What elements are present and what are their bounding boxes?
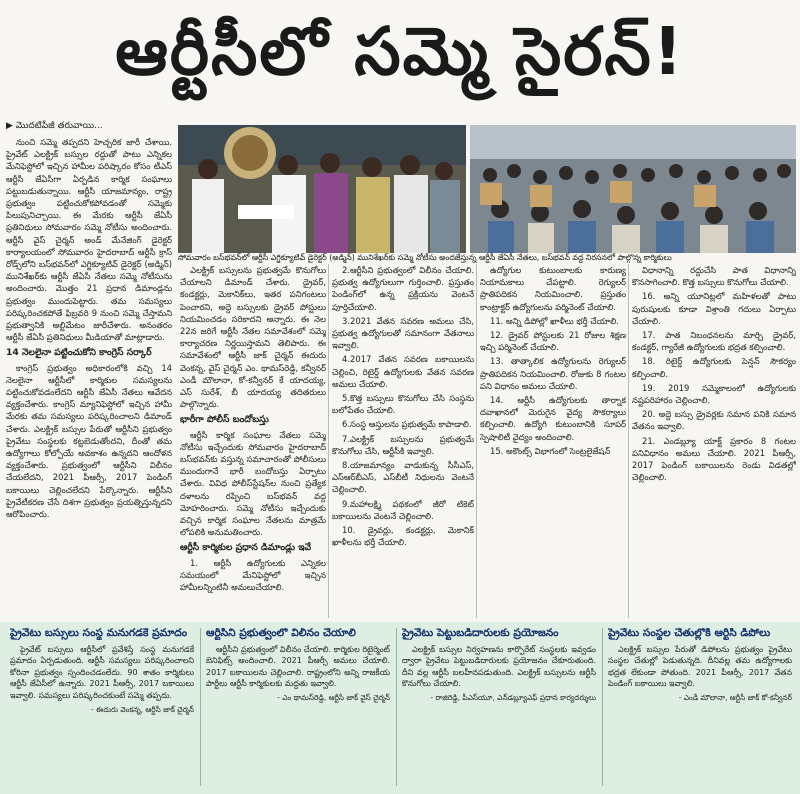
paragraph: ఆర్టీసీ కార్మిక సంఘాల నేతలు సమ్మె నోటీసు ఇచ్చేందుకు సోమవారం హైదరాబాద్ బస్‌భవన్‌కు వస్తున్న సమాచారంతో పోలీసులు ముందుగానే భారీ బందోబస్తు ఏర్పాటు చేశారు. వివిధ పోలీస్‌స్టేషన్‌ల నుంచి ప్రత్యేక దళాలను రప్పించి బస్‌భవన్ వద్ద మోహరించారు. సమ్మె నోటీసు ఇచ్చేందుకు వచ్చిన కార్మిక సంఘాల నేతలను మాత్రమే లోపలికి అనుమతించారు. — [180, 429, 326, 538]
photo-memorandum — [178, 125, 466, 253]
subheading: ఆర్టీసీ కార్మికుల ప్రధాన డిమాండ్లు ఇవే — [180, 542, 312, 554]
demand-item: 13. తాత్కాలిక ఉద్యోగులను రెగ్యులర్ ప్రాతిపదికన నియమించాలి. రోజుకు 8 గంటల పని విధానం అమలు చేయాలి. — [480, 356, 626, 391]
demand-item: 17. పాత నిబంధనలను మార్చి డ్రైవర్, కండక్టర్, గ్యారేజీ ఉద్యోగులకు భద్రత కల్పించాలి. — [632, 330, 796, 353]
demand-item: 12. డ్రైవర్ పోస్టులకు 21 రోజుల శిక్షణ ఇచ్చి పర్మినెంట్ చేయాలి. — [480, 330, 626, 353]
demand-item: 18. రిటైర్డ్ ఉద్యోగులకు పెన్షన్ సౌకర్యం కల్పించాలి. — [632, 356, 796, 379]
quote-signature: - ఎం థామస్‌రెడ్డి, ఆర్టీసీ జాక్ వైస్ చైర్మన్ — [277, 692, 390, 702]
photo-memorandum-illustration — [178, 125, 466, 253]
demand-item: విధానాన్ని రద్దుచేసి పాత విధానాన్ని కొనసాగించాలి. కొత్త బస్సులు కొనుగోలు చేయాలి. — [632, 265, 796, 288]
demand-item: 14. ఆర్టీసీ ఉద్యోగులకు తార్నాక దవాఖానలో మెరుగైన వైద్య సౌకర్యాలు కల్పించాలి. ఉద్యోగి కుటుంబానికి సూపర్ స్పెషాలిటీ వైద్యం అందించాలి. — [480, 395, 626, 442]
quote-divider — [200, 628, 201, 786]
demand-item: 15. అకౌంట్స్ విభాగంలో సెంట్రలైజేషన్ — [490, 445, 611, 456]
photo-protest-illustration — [470, 125, 796, 253]
subheading: భారీగా పోలీస్ బందోబస్తు — [180, 414, 269, 426]
paragraph: నుంచి సమ్మె తప్పదని హెచ్చరిక జారీ చేశాయి. ప్రైవేట్ ఎలక్ట్రిక్ బస్సుల రద్దుతో పాటు ఎన్నికల మేనిఫెస్టోలో ఇచ్చిన హామీల పరిష్కారం కోసం టీఎస్ ఆర్టీసీ జేఏసీగా ఏర్పడిన కార్మిక సంఘాలు పట్టుబడుతున్నాయి. ఆర్టీసీ యాజమాన్యం, రాష్ట్ర ప్రభుత్వం పట్టించుకోకపోవడంతో సమ్మెకు పిలుపునిచ్చాయి. ఈ మేరకు ఆర్టీసీ జేఏసీ ప్రతినిధులు సోమవారం సమ్మె నోటీసు అందించారు. ఆర్టీసీ వైస్ చైర్మన్ అండ్ మేనేజింగ్ డైరెక్టర్ కార్యాలయంలో సోమవారం హైదరాబాద్ ఆర్టీసీ క్రాస్ రోడ్స్‌లోని బస్‌భవన్‌లో ఎగ్జిక్యూటివ్ డైరెక్టర్ (అడ్మిన్) మునిశేఖర్‌కు ఆర్టీసీ జేఏసీ నేతలు సమ్మె నోటీసును అందించారు. మొత్తం 21 ప్రధాన డిమాండ్లను ప్రభుత్వం ముందుపెట్టారు. తమ సమస్యలు పరిష్కరించకపోతే ఫిబ్రవరి 9 నుంచి సమ్మె చేస్తామని ప్రభుత్వానికి అల్టిమేటం జారీచేశారు. అనంతరం ఆర్టీసీ జేఏసీ ప్రతినిధులు మీడియాతో మాట్లాడారు. — [6, 137, 172, 343]
continued-kicker: ▶ మొదటిపేజీ తరువాయి... — [6, 121, 103, 131]
quote-heading: ప్రైవేటు సంస్థల చేతుల్లోకి ఆర్టీసీ డిపోలు — [608, 628, 771, 639]
demand-item: 5.కొత్త బస్సులు కొనుగోలు చేసి సంస్థను బలోపేతం చేయాలి. — [332, 393, 474, 416]
quote-text: ప్రైవేట్ బస్సులు ఆర్టీసీలో ప్రవేశిస్తే సంస్థ మనుగడకే ప్రమాదం ఏర్పడుతుంది. ఆర్టీసీ సమస్యలు పరిష్కరించాలని కోరినా ప్రభుత్వం స్పందించడంలేదు. 90 శాతం కార్మికులు ఆర్టీసీ జేఏసీలో ఉన్నారు. 2021 పీఆర్సీ, 2017 బకాయిలు ఇవ్వాలి. సమస్యలు పరిష్కరించకుంటే సమ్మె తప్పదు. — [10, 644, 194, 700]
quote-signature: - రాజిరెడ్డి, పీఎస్‌యూ, ఎన్‌డబ్ల్యూఎఫ్ ప్రధాన కార్యదర్శులు — [430, 692, 596, 702]
quote-box — [10, 628, 194, 788]
demand-item: 10. డ్రైవర్లు, కండక్టర్లు, మెకానిక్ ఖాళీలను భర్తీ చేయాలి. — [332, 525, 474, 548]
quote-box — [402, 628, 596, 788]
demand-item: 20. అద్దె బస్సు డ్రైవర్లకు సమాన పనికి సమాన వేతనం ఇవ్వాలి. — [632, 409, 796, 432]
paragraph: 1. ఆర్టీసీ ఉద్యోగులకు ఎన్నికల సమయంలో మేనిఫెస్టోలో ఇచ్చిన హామీలన్నింటినీ అమలుచేయాలి. — [180, 557, 326, 593]
quote-signature: - ఈదురు వెంకన్న, ఆర్టీసీ జాక్ చైర్మన్ — [90, 704, 194, 714]
paragraph: ఎలక్ట్రిక్ బస్సులను ప్రభుత్వమే కొనుగోలు చేయాలని డిమాండ్ చేశారు. డ్రైవర్, కండక్టర్లు, మెకానిక్‌లు, ఇతర పనిగంటలు పెంచారని, అద్దె బస్సులకు డ్రైవర్ పోస్టులు నియమించడం సరికాదని అన్నారు. ఈ నెల 22న జరిగే ఆర్టీసీ నేతల సమావేశంలో సమ్మె కార్యాచరణ నిర్ణయిస్తామని తెలిపారు. ఈ సమావేశంలో ఆర్టీసీ జాక్ చైర్మన్ ఈదురు వెంకన్న, వైస్ చైర్మన్ ఎం. థామస్‌రెడ్డి, కన్వీనర్ ఎండీ మౌలానా, కో-కన్వీనర్ కే యాదయ్య, ఎస్ సురేశ్, బీ యాదయ్య తదితరులు పాల్గొన్నారు. — [180, 265, 326, 410]
photo-caption: సోమవారం బస్‌భవన్‌లో ఆర్టీసీ ఎగ్జిక్యూటివ్ డైరెక్టర్ (అడ్మిన్) మునిశేఖర్‌కు సమ్మె నోటీసు అందజేస్తున్న ఆర్టీసీ జేఏసీ నేతలు, బస్‌భవన్ వద్ద నిరసనలో పాల్గొన్న కార్మికులు — [178, 253, 672, 262]
article-column-5 — [632, 264, 796, 618]
demand-item: 2.ఆర్టీసీని ప్రభుత్వంలో విలీనం చేయాలి. ప్రభుత్వ ఉద్యోగులుగా గుర్తించాలి. ప్రస్తుతం పెండింగ్‌లో ఉన్న ప్రక్రియను వెంటనే పూర్తిచేయాలి. — [332, 265, 474, 312]
demand-item: ఉద్యోగుల కుటుంబాలకు కారుణ్య నియామకాలు చేపట్టాలి. రెగ్యులర్ ప్రాతిపదికన నియమించాలి. ప్రస్తుతం కాంట్రాక్టర్ ఉద్యోగులను పర్మినెంట్ చేయాలి. — [480, 265, 626, 312]
quote-heading: ప్రైవేటు బస్సులు సంస్థ మనుగడకే ప్రమాదం — [10, 628, 188, 639]
column-divider — [476, 264, 477, 618]
demand-item: 4.2017 వేతన సవరణ బకాయిలను చెల్లించి, రిటైర్డ్ ఉద్యోగులకు వేతన సవరణ అమలు చేయాలి. — [332, 354, 474, 389]
quote-box — [608, 628, 792, 788]
demand-item: 3.2021 వేతన సవరణ అమలు చేసి, ప్రభుత్వ ఉద్యోగులతో సమానంగా వేతనాలు ఇవ్వాలి. — [332, 315, 474, 351]
article-column-3 — [332, 264, 474, 618]
demand-item: 21. ఎండబ్ల్యూ యాక్ట్ ప్రకారం 8 గంటల పనివిధానం అమలు చేయాలి. 2021 పీఆర్సీ, 2017 పెండింగ్ బకాయిలను రెండు విడతల్లో చెల్లించాలి. — [632, 435, 796, 483]
quote-text: ఆర్టీసీని ప్రభుత్వంలో విలీనం చేయాలి. కార్మికుల రిటైర్మెంట్ బెనిఫిట్స్ అందించాలి. 2021 పీఆర్సీ అమలు చేయాలి. 2017 బకాయిలను చెల్లించాలి. రాష్ట్రంలోని అన్ని రాజకీయ పార్టీలు ఆర్టీసీ కార్మికులకు మద్దతు ఇవ్వాలి. — [206, 644, 390, 689]
headline: ఆర్టీసీలో సమ్మె సైరన్! — [115, 12, 685, 90]
demand-item: 7.ఎలక్ట్రిక్ బస్సులను ప్రభుత్వమే కొనుగోలు చేసి, ఆర్టీసీకి ఇవ్వాలి. — [332, 433, 474, 456]
quote-divider — [396, 628, 397, 786]
quote-box — [206, 628, 390, 788]
quote-signature: - ఎండీ మౌలానా, ఆర్టీసీ జాక్ కో-కన్వీనర్ — [678, 692, 792, 702]
photo-protest — [470, 125, 796, 253]
paragraph: కాంగ్రెస్ ప్రభుత్వం అధికారంలోకి వచ్చి 14 నెలలైనా ఆర్టీసీలో కార్మికుల సమస్యలను పట్టించుకోవడంలేదని ఆర్టీసీ జేఏసీ నేతలు ఆవేదన వ్యక్తంచేశారు. కాంగ్రెస్ మ్యానిఫెస్టోలో ఇచ్చిన హామీ మేరకు తమ సమస్యలు పరిష్కరించాలని డిమాండ్ చేశారు. ఎలక్ట్రిక్ బస్సుల పేరుతో ఆర్టీసీని ప్రభుత్వం ప్రైవేటు సంస్థలకు కట్టబెడుతోందని, దీంతో తమ ఉద్యోగాలు కోల్పోయే అవకాశం ఉన్నదని ఆందోళన వ్యక్తంచేశారు. ప్రభుత్వంలో ఆర్టీసీని విలీనం చేయలేదని, 2021 పీఆర్సీ, 2017 పెండింగ్ బకాయిలు చెల్లించలేదని పేర్కొన్నారు. ఆర్టీసీని ప్రైవేటీకరణ చేసే దిశగా ప్రభుత్వం ప్రయత్నిస్తున్నదని ఆరోపించారు. — [6, 362, 172, 520]
column-divider — [628, 264, 629, 618]
quote-text: ఎలక్ట్రిక్ బస్సుల నిర్వహణను కార్పొరేట్ సంస్థలకు ఇవ్వడం ద్వారా ప్రైవేటు పెట్టుబడిదారులకు ప్రయోజనం చేకూరుతుంది. దీని వల్ల ఆర్టీసీ బలహీనపడుతుంది. ఎలక్ట్రిక్ బస్సులను ఆర్టీసీ కొనుగోలు చేయాలి. — [402, 644, 596, 689]
demand-item: 11. అన్ని డిపోల్లో ఖాళీలు భర్తీ చేయాలి. — [490, 315, 619, 326]
demand-item: 16. అన్ని యూనిట్లలో మహిళలతో పాటు పురుషులకు కూడా విశ్రాంతి గదులు ఏర్పాటు చేయాలి. — [632, 291, 796, 326]
article-column-4 — [480, 264, 626, 618]
column-divider — [328, 264, 329, 618]
quote-divider — [602, 628, 603, 786]
demand-item: 9.మహాలక్ష్మి పథకంలో జీరో టికెట్ బకాయిలను వెంటనే చెల్లించాలి. — [332, 498, 474, 521]
demand-item: 19. 2019 సమ్మెకాలంలో ఉద్యోగులకు నష్టపరిహారం చెల్లించాలి. — [632, 382, 796, 406]
demand-item: 8.యాజమాన్యం వాడుకున్న సీసీఎస్, ఎస్‌ఆర్‌బీఎస్, ఎస్‌బీటీ నిధులను వెంటనే చెల్లించాలి. — [332, 460, 474, 495]
quote-heading: ప్రైవేటు పెట్టుబడిదారులకు ప్రయోజనం — [402, 628, 559, 639]
quote-text: ఎలక్ట్రిక్ బస్సుల పేరుతో డిపోలను ప్రభుత్వం ప్రైవేటు సంస్థల చేతుల్లో పెడుతున్నది. దీనివల్ల తమ ఉద్యోగాలకు భద్రత లేకుండా పోతుంది. 2021 పీఆర్సీ, 2017 వేతన పెండింగ్ బకాయిలు ఇవ్వాలి. — [608, 644, 792, 689]
demand-item: 6.సంస్థ ఆస్తులను ప్రభుత్వమే కాపాడాలి. — [342, 419, 472, 430]
article-column-1 — [6, 136, 172, 618]
subheading: 14 నెలలైనా పట్టించుకోని కాంగ్రెస్ సర్కార్ — [6, 347, 152, 359]
article-column-2 — [180, 264, 326, 618]
quote-heading: ఆర్టీసీని ప్రభుత్వంలో విలీనం చేయాలి — [206, 628, 356, 639]
